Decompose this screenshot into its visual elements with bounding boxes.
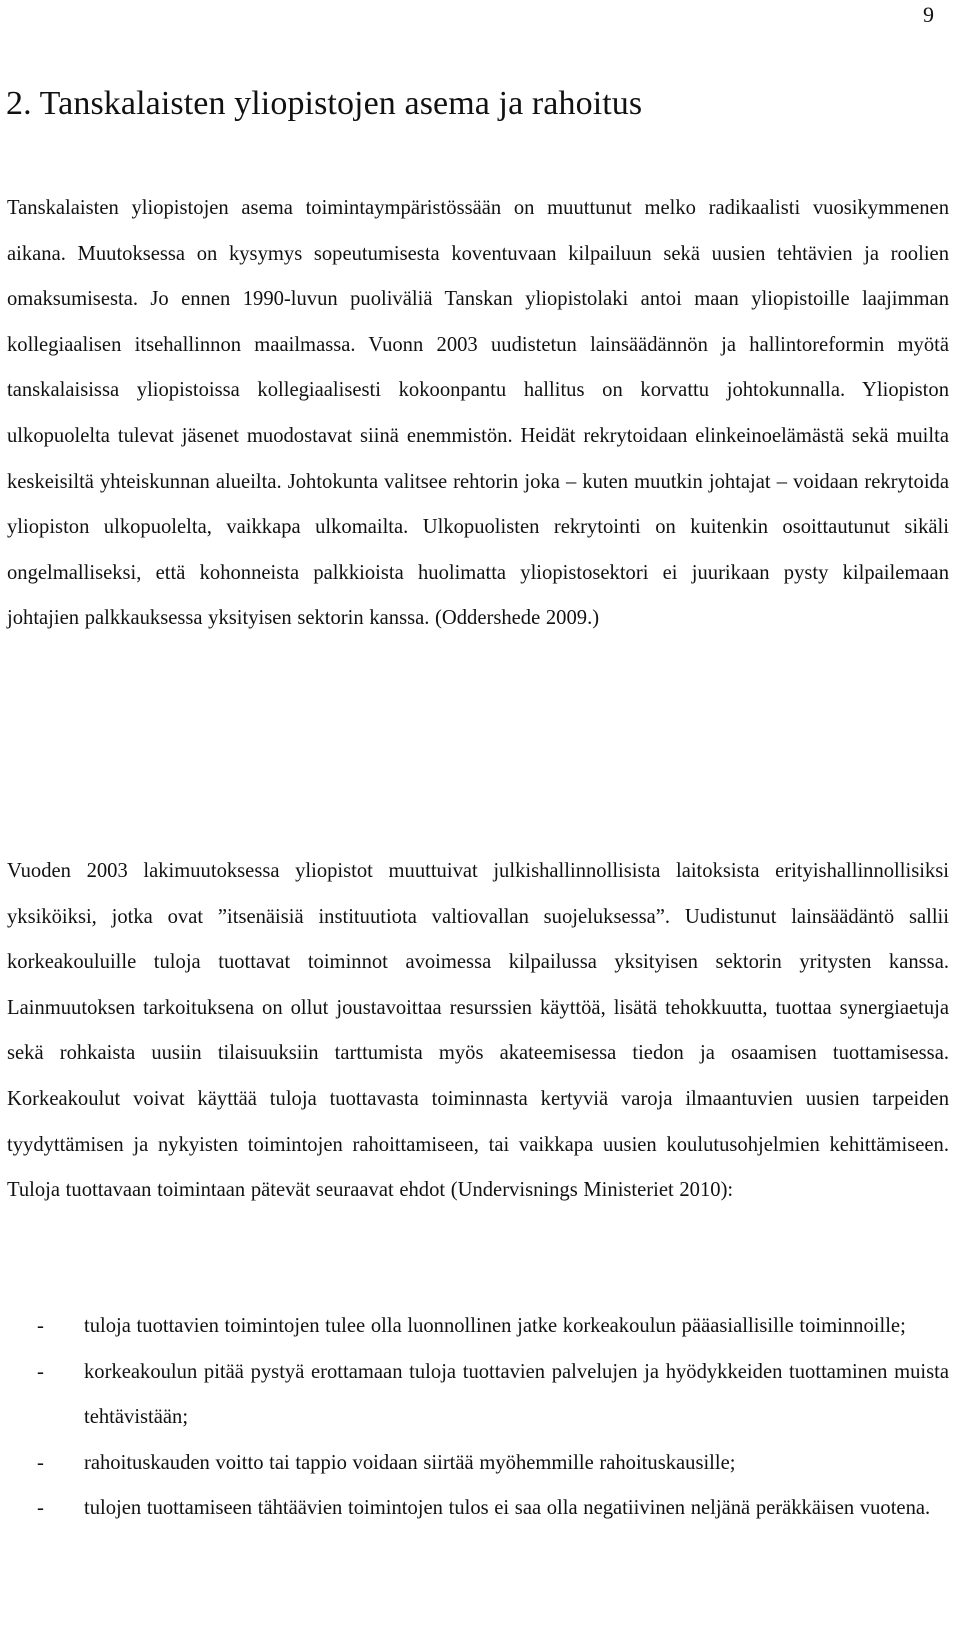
list-item — [7, 1441, 949, 1487]
list-item-text: tuloja tuottavien toimintojen tulee olla luonnollinen jatke korkeakoulun pääasiallisille toiminnoille; — [84, 1315, 906, 1337]
list-dash: - — [37, 1360, 44, 1383]
income-conditions-list — [7, 1304, 949, 1532]
chapter-title: 2. Tanskalaisten yliopistojen asema ja rahoitus — [6, 85, 643, 122]
list-item-text: tulojen tuottamiseen tähtäävien toimintojen tulos ei saa olla negatiivinen neljänä peräkkäisen vuotena. — [84, 1497, 931, 1520]
list-dash: - — [37, 1497, 44, 1520]
list-item-text: rahoituskauden voitto tai tappio voidaan siirtää myöhemmille rahoituskausille; — [84, 1451, 736, 1474]
page-number: 9 — [923, 2, 934, 27]
paragraph-university-status: Tanskalaisten yliopistojen asema toimintaympäristössään on muuttunut melko radikaalisti vuosikymmenen aikana. Muutoksessa on kysymys sopeutumisesta koventuvaan kilpailuun sekä uusien tehtävien ja roolien omaksumisesta. Jo ennen 1990-luvun puoliväliä Tanskan yliopistolaki antoi maan yliopistoille laajimman kollegiaalisen itsehallinnon maailmassa. Vuonn 2003 uudistetun lainsäädännön ja hallintoreformin myötä tanskalaisissa yliopistoissa kollegiaalisesti kokoonpantu hallitus on korvattu johtokunnalla. Yliopiston ulkopuolelta tulevat jäsenet muodostavat siinä enemmistön. Heidät rekrytoidaan elinkeinoelämästä sekä muilta keskeisiltä yhteiskunnan alueilta. Johtokunta valitsee rehtorin joka – kuten muutkin johtajat – voidaan rekrytoida yliopiston ulkopuolelta, vaikkapa ulkomailta. Ulkopuolisten rekrytointi on kuitenkin osoittautunut sikäli ongelmalliseksi, että kohonneista palkkioista huolimatta yliopistosektori ei juurikaan pysty kilpailemaan johtajien palkkauksessa yksityisen sektorin kanssa. (Oddershede 2009.) — [7, 197, 949, 630]
list-dash: - — [37, 1451, 44, 1474]
list-item — [7, 1304, 949, 1350]
list-item — [7, 1350, 949, 1441]
paragraph-law-reform-2003: Vuoden 2003 lakimuutoksessa yliopistot muuttuivat julkishallinnollisista laitoksista erityishallinnollisiksi yksiköiksi, jotka ovat ”itsenäisiä instituutiota valtiovallan suojeluksessa”. Uudistunut lainsäädäntö sallii korkeakouluille tuloja tuottavat toiminnot avoimessa kilpailussa yksityisen sektorin yritysten kanssa. Lainmuutoksen tarkoituksena on ollut joustavoittaa resurssien käyttöä, lisätä tehokkuutta, tuottaa synergiaetuja sekä rohkaista uusiin tilaisuuksiin tarttumista myös akateemisessa tiedon ja osaamisen tuottamisessa. Korkeakoulut voivat käyttää tuloja tuottavasta toiminnasta kertyviä varoja ilmaantuvien uusien tarpeiden tyydyttämisen ja nykyisten toimintojen rahoittamiseen, tai vaikkapa uusien koulutusohjelmien kehittämiseen. Tuloja tuottavaan toimintaan pätevät seuraavat ehdot (Undervisnings Ministeriet 2010): — [7, 860, 949, 1202]
list-item-text: korkeakoulun pitää pystyä erottamaan tuloja tuottavien palvelujen ja hyödykkeiden tuottaminen muista tehtävistään; — [84, 1360, 949, 1429]
list-dash: - — [37, 1315, 44, 1337]
list-item — [7, 1486, 949, 1532]
